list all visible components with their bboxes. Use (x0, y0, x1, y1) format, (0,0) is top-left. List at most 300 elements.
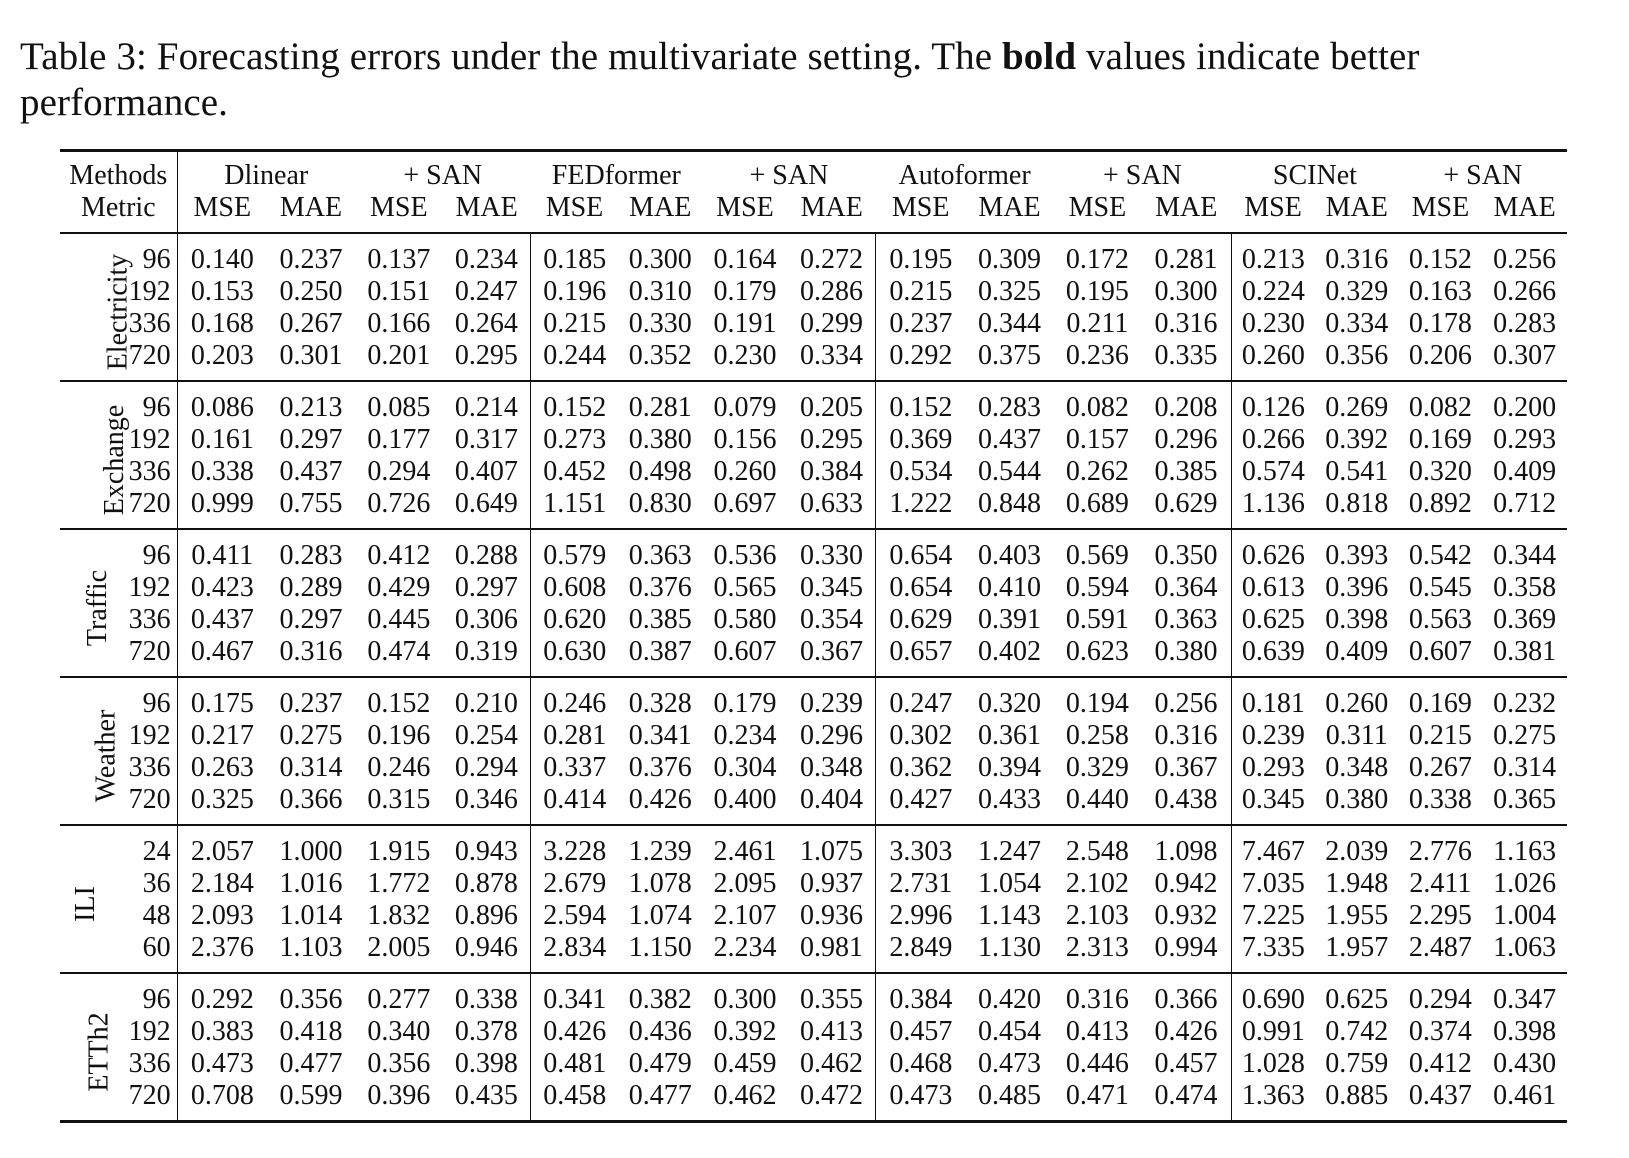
value-cell: 0.374 (1408, 1016, 1472, 1047)
results-table (60, 149, 1567, 1123)
metric-header: MAE (1493, 192, 1556, 223)
value-cell: 0.304 (713, 752, 777, 783)
value-cell: 2.005 (367, 932, 431, 963)
value-cell: 0.392 (1325, 424, 1389, 455)
dataset-label-cell (60, 973, 115, 1122)
horizon-cell: 720 (128, 1080, 171, 1111)
value-cell: 0.414 (531, 784, 619, 825)
value-cell: 0.289 (279, 572, 343, 603)
value-cell: 0.244 (531, 340, 619, 381)
dataset-label: Weather (90, 709, 122, 803)
value-cell: 0.398 (1325, 604, 1389, 635)
value-cell: 0.272 (800, 244, 864, 275)
value-cell: 0.246 (367, 752, 431, 783)
value-cell: 1.151 (531, 488, 619, 529)
value-cell: 2.849 (876, 932, 966, 973)
dataset-label: ETTh2 (83, 1012, 115, 1092)
value-cell: 0.452 (531, 456, 619, 488)
horizon-cell: 720 (128, 784, 171, 815)
value-cell: 1.832 (367, 900, 431, 931)
value-cell: 0.937 (800, 868, 864, 899)
value-cell: 0.338 (454, 984, 518, 1015)
value-cell: 0.943 (454, 836, 518, 867)
value-cell: 0.169 (1408, 688, 1472, 719)
value-cell: 0.302 (876, 720, 966, 752)
value-cell: 0.137 (367, 244, 431, 275)
value-cell: 0.341 (531, 973, 619, 1016)
value-cell: 0.380 (628, 424, 692, 455)
value-cell: 0.623 (1065, 636, 1129, 667)
value-cell: 2.731 (876, 868, 966, 900)
value-cell: 0.194 (1065, 688, 1129, 719)
caption-suffix: values indicate better performance. (20, 35, 1420, 124)
value-cell: 0.329 (1325, 276, 1389, 307)
value-cell: 0.423 (177, 572, 267, 604)
value-cell: 0.481 (531, 1048, 619, 1080)
value-cell: 0.437 (978, 424, 1042, 455)
value-cell: 0.472 (800, 1080, 864, 1111)
value-cell: 0.541 (1325, 456, 1389, 487)
value-cell: 0.260 (1325, 688, 1389, 719)
value-cell: 0.467 (177, 636, 267, 677)
value-cell: 0.266 (1493, 276, 1557, 307)
table-row (60, 456, 1567, 488)
value-cell: 0.848 (978, 488, 1042, 519)
value-cell: 0.334 (1325, 308, 1389, 339)
value-cell: 0.356 (1325, 340, 1389, 371)
value-cell: 0.639 (1231, 636, 1315, 677)
value-cell: 0.328 (628, 688, 692, 719)
table-row (60, 424, 1567, 456)
value-cell: 0.410 (978, 572, 1042, 603)
value-cell: 0.620 (531, 604, 619, 636)
table-row (60, 276, 1567, 308)
value-cell: 0.079 (713, 392, 777, 423)
value-cell: 0.294 (367, 456, 431, 487)
dataset-label: ILI (70, 886, 102, 922)
value-cell: 0.320 (1408, 456, 1472, 487)
value-cell: 0.385 (628, 604, 692, 635)
value-cell: 0.461 (1493, 1080, 1557, 1111)
value-cell: 0.409 (1325, 636, 1389, 667)
value-cell: 1.074 (628, 900, 692, 931)
value-cell: 0.237 (279, 244, 343, 275)
dataset-label: Electricity (102, 253, 134, 371)
value-cell: 0.314 (279, 752, 343, 783)
value-cell: 0.413 (800, 1016, 864, 1047)
value-cell: 0.296 (1154, 424, 1218, 455)
value-cell: 0.742 (1325, 1016, 1389, 1047)
value-cell: 0.288 (454, 540, 518, 571)
dataset-label: Exchange (99, 404, 131, 516)
horizon-cell: 336 (128, 752, 171, 783)
value-cell: 0.412 (367, 540, 431, 571)
value-cell: 0.306 (454, 604, 518, 635)
value-cell: 0.168 (177, 308, 267, 340)
value-cell: 0.234 (713, 720, 777, 751)
value-cell: 0.281 (1154, 244, 1218, 275)
value-cell: 0.398 (1493, 1016, 1557, 1047)
method-header: + SAN (1443, 160, 1523, 191)
value-cell: 0.215 (876, 276, 966, 308)
metric-header: MAE (279, 192, 343, 223)
value-cell: 0.457 (876, 1016, 966, 1048)
value-cell: 0.599 (279, 1080, 343, 1111)
metric-header: MAE (629, 192, 692, 223)
value-cell: 0.292 (876, 340, 966, 381)
value-cell: 0.366 (1154, 984, 1218, 1015)
value-cell: 0.082 (1408, 392, 1472, 423)
value-cell: 0.196 (531, 276, 619, 308)
value-cell: 0.277 (367, 984, 431, 1015)
value-cell: 1.078 (628, 868, 692, 899)
value-cell: 1.915 (367, 836, 431, 867)
value-cell: 0.462 (800, 1048, 864, 1079)
value-cell: 0.413 (1065, 1016, 1129, 1047)
value-cell: 0.471 (1065, 1080, 1129, 1111)
value-cell: 0.818 (1325, 488, 1389, 519)
value-cell: 0.356 (279, 984, 343, 1015)
value-cell: 0.435 (454, 1080, 518, 1111)
value-cell: 0.195 (876, 233, 966, 276)
value-cell: 0.300 (628, 244, 692, 275)
value-cell: 0.697 (713, 488, 777, 519)
value-cell: 0.445 (367, 604, 431, 635)
value-cell: 0.726 (367, 488, 431, 519)
method-header: SCINet (1272, 160, 1357, 191)
value-cell: 0.203 (177, 340, 267, 381)
value-cell: 0.215 (531, 308, 619, 340)
value-cell: 0.208 (1154, 392, 1218, 423)
value-cell: 0.387 (628, 636, 692, 667)
table-row (60, 529, 1567, 572)
value-cell: 0.654 (876, 572, 966, 604)
value-cell: 0.459 (713, 1048, 777, 1079)
value-cell: 0.477 (279, 1048, 343, 1079)
value-cell: 0.345 (1231, 784, 1315, 825)
value-cell: 0.164 (713, 244, 777, 275)
horizon-cell: 96 (142, 688, 171, 719)
horizon-cell: 720 (128, 340, 171, 371)
value-cell: 0.260 (713, 456, 777, 487)
horizon-cell: 96 (142, 984, 171, 1015)
caption-bold-word: bold (1002, 35, 1077, 78)
value-cell: 2.103 (1065, 900, 1129, 931)
value-cell: 2.834 (531, 932, 619, 973)
value-cell: 0.316 (1154, 720, 1218, 751)
value-cell: 0.579 (531, 529, 619, 572)
value-cell: 0.626 (1231, 529, 1315, 572)
metric-header: MAE (455, 192, 518, 223)
value-cell: 0.409 (1493, 456, 1557, 487)
value-cell: 0.991 (1231, 1016, 1315, 1048)
value-cell: 0.429 (367, 572, 431, 603)
value-cell: 3.228 (531, 825, 619, 868)
metric-header: MSE (1411, 192, 1470, 223)
value-cell: 1.222 (876, 488, 966, 529)
value-cell: 0.369 (1493, 604, 1557, 635)
value-cell: 1.014 (279, 900, 343, 931)
value-cell: 0.296 (800, 720, 864, 751)
dataset-label-cell (60, 381, 131, 529)
value-cell: 2.313 (1065, 932, 1129, 963)
horizon-cell: 720 (128, 636, 171, 667)
value-cell: 0.994 (1154, 932, 1218, 963)
horizon-cell: 192 (128, 276, 171, 307)
value-cell: 2.776 (1408, 836, 1472, 867)
value-cell: 0.396 (367, 1080, 431, 1111)
value-cell: 0.237 (279, 688, 343, 719)
value-cell: 0.363 (1154, 604, 1218, 635)
value-cell: 0.981 (800, 932, 864, 963)
value-cell: 0.366 (279, 784, 343, 815)
methods-label: Methods (69, 160, 168, 191)
value-cell: 0.086 (177, 381, 267, 424)
table-row (60, 636, 1567, 677)
value-cell: 0.462 (713, 1080, 777, 1111)
value-cell: 0.830 (628, 488, 692, 519)
value-cell: 0.440 (1065, 784, 1129, 815)
value-cell: 0.412 (1408, 1048, 1472, 1079)
value-cell: 1.772 (367, 868, 431, 899)
method-header: FEDformer (551, 160, 681, 191)
value-cell: 0.230 (713, 340, 777, 371)
table-row (60, 340, 1567, 381)
value-cell: 0.267 (1408, 752, 1472, 783)
value-cell: 0.330 (628, 308, 692, 339)
metric-header: MSE (891, 192, 950, 223)
value-cell: 0.574 (1231, 456, 1315, 488)
horizon-cell: 96 (142, 244, 171, 275)
value-cell: 0.591 (1065, 604, 1129, 635)
horizon-cell: 192 (128, 572, 171, 603)
dataset-label-cell (60, 825, 112, 973)
metric-header: MAE (800, 192, 863, 223)
value-cell: 0.293 (1493, 424, 1557, 455)
horizon-cell: 192 (128, 1016, 171, 1047)
value-cell: 0.269 (1325, 392, 1389, 423)
method-header: Autoformer (898, 160, 1031, 191)
value-cell: 0.338 (1408, 784, 1472, 815)
value-cell: 0.394 (978, 752, 1042, 783)
value-cell: 2.411 (1409, 868, 1472, 899)
value-cell: 0.152 (1408, 244, 1472, 275)
value-cell: 0.237 (876, 308, 966, 340)
value-cell: 0.177 (367, 424, 431, 455)
value-cell: 0.380 (1154, 636, 1218, 667)
value-cell: 0.457 (1154, 1048, 1218, 1079)
value-cell: 0.152 (367, 688, 431, 719)
value-cell: 0.234 (454, 244, 518, 275)
value-cell: 0.213 (1231, 233, 1315, 276)
value-cell: 0.344 (1493, 540, 1557, 571)
value-cell: 0.316 (1325, 244, 1389, 275)
value-cell: 2.679 (531, 868, 619, 900)
value-cell: 0.320 (978, 688, 1042, 719)
value-cell: 0.163 (1408, 276, 1472, 307)
value-cell: 0.594 (1065, 572, 1129, 603)
value-cell: 0.185 (531, 233, 619, 276)
value-cell: 0.896 (454, 900, 518, 931)
value-cell: 0.633 (800, 488, 864, 519)
value-cell: 0.473 (876, 1080, 966, 1122)
value-cell: 0.407 (454, 456, 518, 487)
value-cell: 0.175 (177, 677, 267, 720)
value-cell: 0.250 (279, 276, 343, 307)
value-cell: 0.384 (800, 456, 864, 487)
table-header (60, 151, 1567, 234)
value-cell: 0.179 (713, 688, 777, 719)
value-cell: 1.054 (978, 868, 1042, 899)
value-cell: 0.625 (1325, 984, 1389, 1015)
horizon-cell: 24 (142, 836, 171, 867)
value-cell: 0.344 (978, 308, 1042, 339)
value-cell: 0.454 (978, 1016, 1042, 1047)
dataset-label-cell (60, 233, 134, 381)
value-cell: 1.150 (628, 932, 692, 963)
value-cell: 0.498 (628, 456, 692, 487)
value-cell: 0.608 (531, 572, 619, 604)
value-cell: 0.473 (177, 1048, 267, 1080)
value-cell: 0.438 (1154, 784, 1218, 815)
value-cell: 0.477 (628, 1080, 692, 1111)
value-cell: 0.403 (978, 540, 1042, 571)
value-cell: 0.262 (1065, 456, 1129, 487)
value-cell: 0.375 (978, 340, 1042, 371)
value-cell: 0.367 (800, 636, 864, 667)
value-cell: 1.143 (978, 900, 1042, 931)
value-cell: 0.396 (1325, 572, 1389, 603)
value-cell: 1.098 (1154, 836, 1218, 867)
value-cell: 0.256 (1154, 688, 1218, 719)
value-cell: 0.544 (978, 456, 1042, 487)
value-cell: 0.355 (800, 984, 864, 1015)
value-cell: 0.712 (1493, 488, 1557, 519)
value-cell: 1.063 (1493, 932, 1557, 963)
value-cell: 0.391 (978, 604, 1042, 635)
value-cell: 0.411 (177, 529, 267, 572)
value-cell: 0.364 (1154, 572, 1218, 603)
value-cell: 0.213 (279, 392, 343, 423)
value-cell: 0.376 (628, 572, 692, 603)
value-cell: 0.329 (1065, 752, 1129, 783)
value-cell: 0.446 (1065, 1048, 1129, 1079)
value-cell: 0.404 (800, 784, 864, 815)
value-cell: 0.690 (1231, 973, 1315, 1016)
value-cell: 0.152 (876, 381, 966, 424)
value-cell: 0.267 (279, 308, 343, 339)
value-cell: 0.354 (800, 604, 864, 635)
value-cell: 0.381 (1493, 636, 1557, 667)
value-cell: 0.345 (800, 572, 864, 603)
value-cell: 0.657 (876, 636, 966, 677)
method-header: + SAN (403, 160, 483, 191)
value-cell: 0.283 (1493, 308, 1557, 339)
metric-label: Metric (80, 192, 156, 223)
value-cell: 0.365 (1493, 784, 1557, 815)
value-cell: 0.565 (713, 572, 777, 603)
value-cell: 0.418 (279, 1016, 343, 1047)
value-cell: 0.545 (1408, 572, 1472, 603)
value-cell: 0.436 (628, 1016, 692, 1047)
value-cell: 0.358 (1493, 572, 1557, 603)
value-cell: 0.426 (1154, 1016, 1218, 1047)
value-cell: 0.458 (531, 1080, 619, 1122)
value-cell: 0.878 (454, 868, 518, 899)
value-cell: 0.210 (454, 688, 518, 719)
value-cell: 0.292 (177, 973, 267, 1016)
dataset-label-cell (60, 677, 122, 825)
value-cell: 7.225 (1231, 900, 1315, 932)
dataset-label-cell (60, 529, 112, 677)
value-cell: 2.039 (1325, 836, 1389, 867)
value-cell: 1.000 (279, 836, 343, 867)
value-cell: 0.316 (1154, 308, 1218, 339)
value-cell: 0.297 (279, 424, 343, 455)
horizon-cell: 192 (128, 720, 171, 751)
value-cell: 3.303 (876, 825, 966, 868)
metric-header: MAE (1155, 192, 1218, 223)
value-cell: 0.999 (177, 488, 267, 529)
metric-header: MSE (716, 192, 774, 223)
value-cell: 0.649 (454, 488, 518, 519)
value-cell: 0.334 (800, 340, 864, 371)
value-cell: 1.247 (978, 836, 1042, 867)
value-cell: 2.184 (177, 868, 267, 900)
value-cell: 0.392 (713, 1016, 777, 1047)
value-cell: 0.485 (978, 1080, 1042, 1111)
value-cell: 0.361 (978, 720, 1042, 751)
table-row (60, 233, 1567, 276)
value-cell: 0.283 (279, 540, 343, 571)
value-cell: 1.026 (1493, 868, 1557, 899)
value-cell: 0.258 (1065, 720, 1129, 751)
value-cell: 0.256 (1493, 244, 1557, 275)
value-cell: 2.996 (876, 900, 966, 932)
value-cell: 0.347 (1493, 984, 1557, 1015)
value-cell: 0.281 (628, 392, 692, 423)
metric-header: MSE (1068, 192, 1127, 223)
value-cell: 0.385 (1154, 456, 1218, 487)
value-cell: 0.348 (800, 752, 864, 783)
horizon-cell: 192 (128, 424, 171, 455)
value-cell: 0.629 (1154, 488, 1218, 519)
table-row (60, 825, 1567, 868)
horizon-cell: 36 (142, 868, 171, 899)
value-cell: 0.172 (1065, 244, 1129, 275)
value-cell: 1.016 (279, 868, 343, 899)
value-cell: 0.239 (1231, 720, 1315, 752)
value-cell: 0.936 (800, 900, 864, 931)
value-cell: 0.400 (713, 784, 777, 815)
value-cell: 0.607 (713, 636, 777, 667)
metric-header: MSE (545, 192, 604, 223)
value-cell: 1.955 (1325, 900, 1389, 931)
value-cell: 0.325 (978, 276, 1042, 307)
value-cell: 0.152 (531, 381, 619, 424)
metric-header: MSE (370, 192, 428, 223)
value-cell: 0.625 (1231, 604, 1315, 636)
value-cell: 0.759 (1325, 1048, 1389, 1079)
value-cell: 0.363 (628, 540, 692, 571)
value-cell: 0.126 (1231, 381, 1315, 424)
horizon-cell: 48 (142, 900, 171, 931)
value-cell: 0.340 (367, 1016, 431, 1047)
value-cell: 0.230 (1231, 308, 1315, 340)
value-cell: 0.542 (1408, 540, 1472, 571)
value-cell: 0.316 (279, 636, 343, 667)
value-cell: 1.004 (1493, 900, 1557, 931)
